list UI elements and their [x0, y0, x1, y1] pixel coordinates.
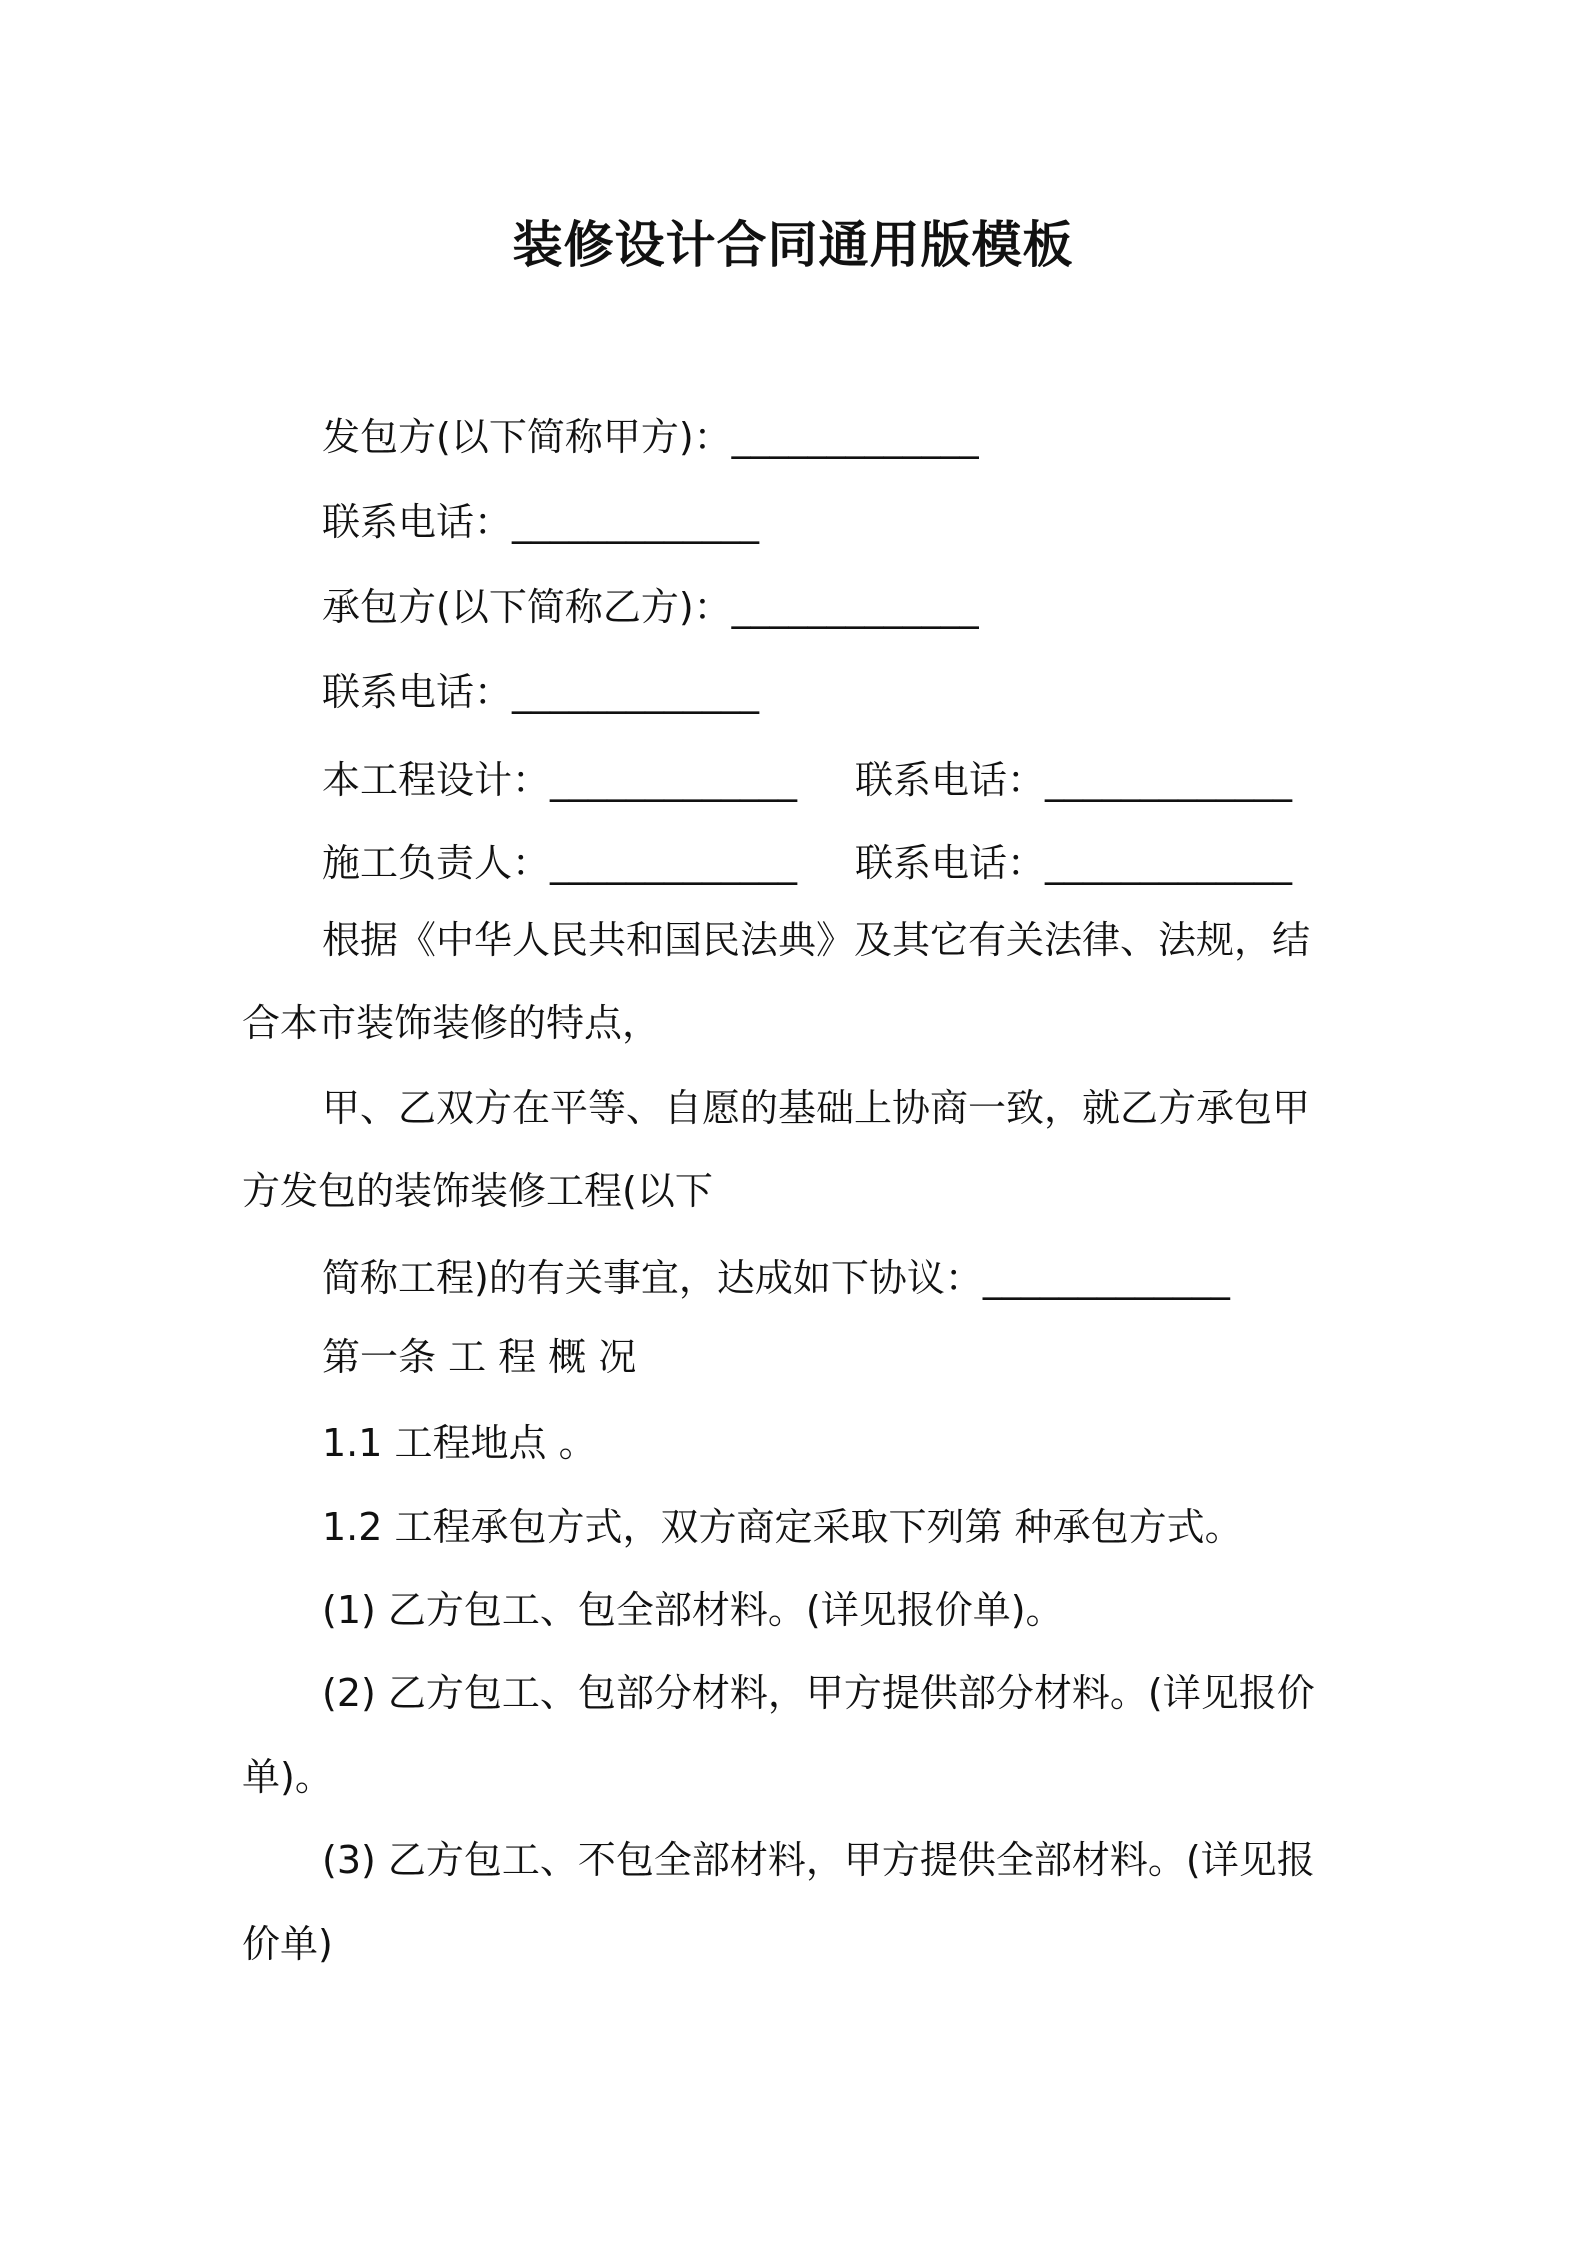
paragraph-line: 甲、乙双方在平等、自愿的基础上协商一致，就乙方承包甲 — [322, 1086, 1311, 1130]
construction-manager-line: 施工负责人：_____________ — [322, 841, 798, 885]
designer-line: 本工程设计：_____________ — [322, 758, 798, 802]
clause-line: 1.2 工程承包方式，双方商定采取下列第 种承包方式。 — [322, 1505, 1243, 1549]
option-line: (1) 乙方包工、包全部材料。(详见报价单)。 — [322, 1588, 1064, 1632]
construction-manager-phone-line: 联系电话：_____________ — [855, 841, 1293, 885]
paragraph-line: 合本市装饰装修的特点， — [242, 1001, 661, 1045]
option-line: (2) 乙方包工、包部分材料，甲方提供部分材料。(详见报价 — [322, 1671, 1315, 1715]
designer-phone-line: 联系电话：_____________ — [855, 758, 1293, 802]
party-b-phone-line: 联系电话：_____________ — [322, 670, 760, 714]
option-line: 单)。 — [242, 1755, 333, 1799]
paragraph-line: 方发包的装饰装修工程(以下 — [242, 1169, 713, 1213]
option-line: (3) 乙方包工、不包全部材料，甲方提供全部材料。(详见报 — [322, 1838, 1315, 1882]
section-heading: 第一条 工 程 概 况 — [322, 1335, 637, 1379]
paragraph-line: 根据《中华人民共和国民法典》及其它有关法律、法规，结 — [322, 918, 1311, 962]
party-a-phone-line: 联系电话：_____________ — [322, 500, 760, 544]
party-a-line: 发包方(以下简称甲方)：_____________ — [322, 415, 979, 459]
option-line: 价单) — [242, 1922, 333, 1966]
clause-line: 1.1 工程地点 。 — [322, 1421, 597, 1465]
paragraph-line: 简称工程)的有关事宜，达成如下协议：_____________ — [322, 1256, 1230, 1300]
document-title: 装修设计合同通用版模板 — [512, 216, 1074, 274]
party-b-line: 承包方(以下简称乙方)：_____________ — [322, 585, 979, 629]
